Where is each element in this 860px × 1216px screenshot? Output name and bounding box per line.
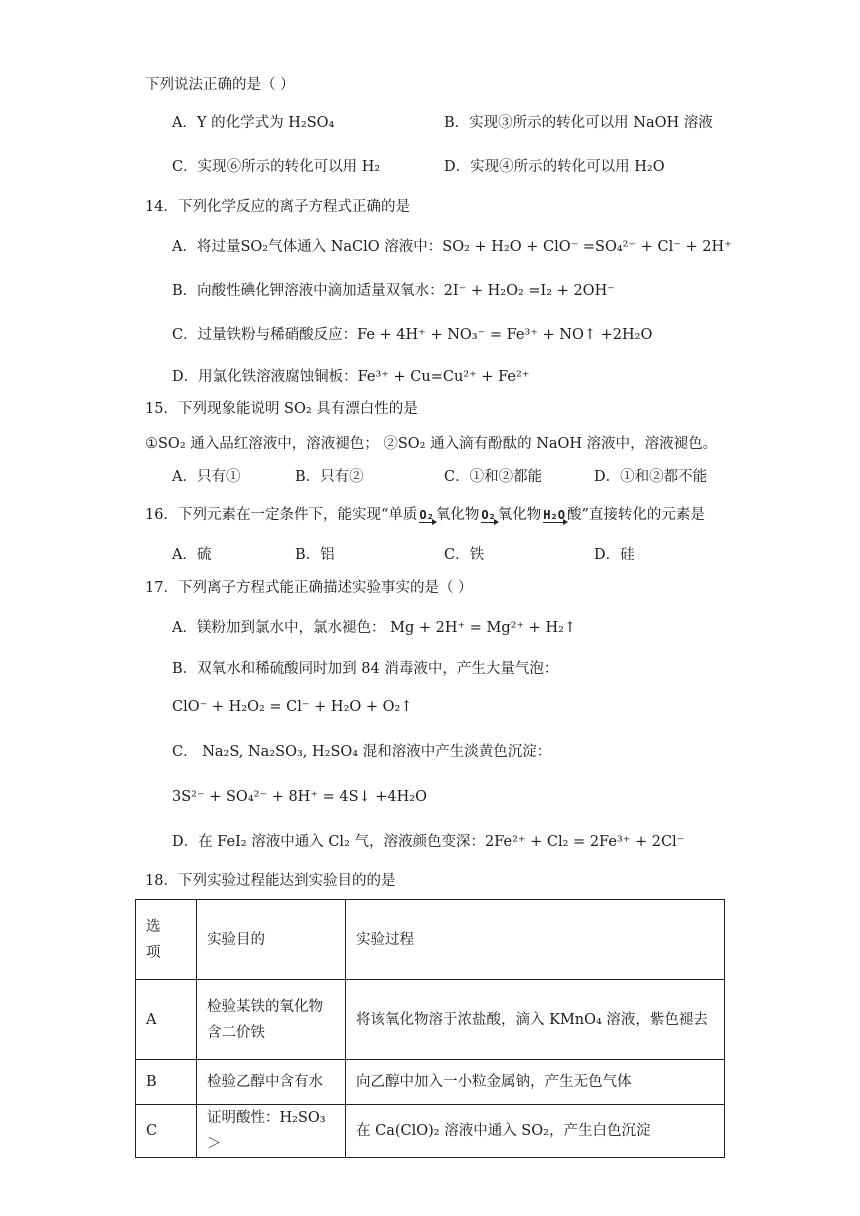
q16-arrow3-label: H₂O	[543, 508, 565, 522]
q15-option-d: D．①和②都不能	[594, 469, 708, 485]
q14-c-equation: Fe + 4H⁺ + NO₃⁻ = Fe³⁺ + NO↑ +2H₂O	[357, 327, 653, 343]
q17-a-text: A．镁粉加到氯水中，氯水褪色：	[172, 620, 386, 636]
row-purpose-cell: 检验乙醇中含有水	[197, 1060, 346, 1105]
q15-description: ①SO₂ 通入品红溶液中，溶液褪色； ②SO₂ 通入滴有酚酞的 NaOH 溶液中，溶液褪色。	[145, 436, 718, 452]
q17-c-equation: 3S²⁻ + SO₄²⁻ + 8H⁺ = 4S↓ +4H₂O	[172, 789, 427, 805]
q13-d-formula: H₂O	[634, 159, 665, 175]
row-purpose-line1: 检验某铁的氧化物	[207, 998, 323, 1015]
q14-b-equation: 2I⁻ + H₂O₂ =I₂ + 2OH⁻	[443, 283, 615, 299]
row-process-cell: 在 Ca(ClO)₂ 溶液中通入 SO₂，产生白色沉淀	[346, 1105, 725, 1158]
q15-option-c: C．①和②都能	[444, 469, 543, 485]
q16-arrow-h2o	[541, 509, 567, 523]
q17-option-d	[172, 832, 684, 852]
q13-a-formula: H₂SO₄	[288, 115, 335, 131]
q15-option-a: A．只有①	[172, 469, 241, 485]
row-purpose-cell	[197, 980, 346, 1060]
row-purpose-line2: 含二价铁	[207, 1024, 265, 1041]
q17-d-text: D．在 FeI₂ 溶液中通入 Cl₂ 气，溶液颜色变深：	[172, 834, 485, 850]
header-option-line1: 选	[146, 918, 161, 935]
q18-experiment-table	[135, 899, 725, 1158]
q17-option-a	[172, 618, 576, 638]
q14-a-text: A．将过量SO₂气体通入 NaClO 溶液中：	[172, 239, 443, 255]
header-purpose-cell: 实验目的	[197, 900, 346, 980]
row-option-cell: A	[136, 980, 197, 1060]
q17-d-equation: 2Fe²⁺ + Cl₂ = 2Fe³⁺ + 2Cl⁻	[485, 834, 685, 850]
table-row	[136, 1060, 725, 1105]
q14-option-c	[172, 325, 652, 345]
q16-arrow-o2-first	[417, 509, 435, 523]
q13-option-c	[172, 157, 380, 177]
q17-option-b: B．双氧水和稀硫酸同时加到 84 消毒液中，产生大量气泡：	[172, 661, 559, 677]
q16-option-b: B．铝	[295, 547, 335, 563]
q13-c-text: C．实现⑥所示的转化可以用	[172, 159, 358, 175]
q13-a-text: A．Y 的化学式为	[172, 115, 284, 131]
q13-stem: 下列说法正确的是（ ）	[145, 77, 295, 93]
table-row	[136, 1105, 725, 1158]
q17-option-c	[172, 742, 551, 762]
q14-d-text: D．用氯化铁溶液腐蚀铜板：	[172, 369, 358, 385]
q16-stem-part-a: 16．下列元素在一定条件下，能实现“单质	[145, 507, 418, 523]
q17-b-equation: ClO⁻ + H₂O₂ = Cl⁻ + H₂O + O₂↑	[172, 699, 413, 715]
q14-option-a	[172, 237, 732, 257]
q16-arrow-o2-second	[479, 509, 497, 523]
row-process-cell: 向乙醇中加入一小粒金属钠，产生无色气体	[346, 1060, 725, 1105]
q16-option-a: A．硫	[172, 547, 212, 563]
q14-c-text: C．过量铁粉与稀硝酸反应：	[172, 327, 358, 343]
row-option-cell: B	[136, 1060, 197, 1105]
q16-stem-part-c: 氧化物	[497, 507, 542, 523]
q13-option-b: B．实现③所示的转化可以用 NaOH 溶液	[444, 115, 713, 131]
q14-a-equation: SO₂ + H₂O + ClO⁻ =SO₄²⁻ + Cl⁻ + 2H⁺	[442, 239, 732, 255]
table-row	[136, 980, 725, 1060]
q16-stem	[145, 505, 705, 525]
header-option-line2: 项	[146, 944, 161, 961]
row-option-cell: C	[136, 1105, 197, 1158]
q13-option-a	[172, 113, 334, 133]
header-process-cell: 实验过程	[346, 900, 725, 980]
row-purpose-cell: 证明酸性：H₂SO₃＞	[197, 1105, 346, 1158]
right-arrow-icon	[543, 522, 565, 523]
q17-c-formula: Na₂S, Na₂SO₃, H₂SO₄	[202, 744, 359, 760]
q16-option-d: D．硅	[594, 547, 635, 563]
q17-c-text: 混和溶液中产生淡黄色沉淀：	[362, 744, 552, 760]
q17-c-prefix: C．	[172, 744, 198, 760]
q14-stem: 14．下列化学反应的离子方程式正确的是	[145, 199, 410, 215]
q17-stem: 17．下列离子方程式能正确描述实验事实的是（ ）	[145, 580, 473, 596]
q14-d-equation: Fe³⁺ + Cu=Cu²⁺ + Fe²⁺	[357, 369, 530, 385]
q15-option-b: B．只有②	[295, 469, 364, 485]
q16-option-c: C．铁	[444, 547, 485, 563]
row-process-cell: 将该氧化物溶于浓盐酸，滴入 KMnO₄ 溶液，紫色褪去	[346, 980, 725, 1060]
table-header-row	[136, 900, 725, 980]
q13-d-text: D．实现④所示的转化可以用	[444, 159, 630, 175]
q15-stem: 15．下列现象能说明 SO₂ 具有漂白性的是	[145, 401, 418, 417]
q14-option-b	[172, 281, 615, 301]
q14-option-d	[172, 367, 529, 387]
q16-stem-part-d: 酸”直接转化的元素是	[566, 507, 705, 523]
header-option-cell	[136, 900, 197, 980]
q18-stem: 18．下列实验过程能达到实验目的的是	[145, 873, 396, 889]
q16-stem-part-b: 氧化物	[435, 507, 480, 523]
q16-arrow1-label: O₂	[419, 508, 434, 522]
right-arrow-icon	[419, 522, 433, 523]
q14-b-text: B．向酸性碘化钾溶液中滴加适量双氧水：	[172, 283, 444, 299]
q16-arrow2-label: O₂	[481, 508, 496, 522]
right-arrow-icon	[481, 522, 495, 523]
q13-c-formula: H₂	[361, 159, 381, 175]
q17-a-equation: Mg + 2H⁺ = Mg²⁺ + H₂↑	[390, 620, 577, 636]
q13-option-d	[444, 157, 665, 177]
